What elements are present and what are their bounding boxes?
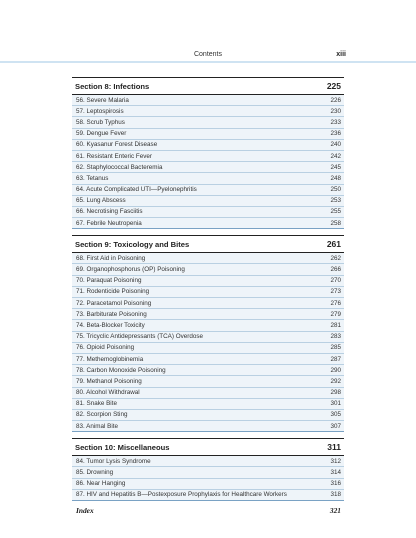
chapter-page-number: 287 [330,355,341,363]
chapter-entry[interactable] [72,479,344,490]
table-of-contents [72,71,344,517]
running-header [0,46,416,62]
section-page-number: 261 [326,239,341,250]
chapter-page-number: 273 [330,288,341,296]
chapter-page-number: 276 [330,299,341,307]
section-title: Section 10: Miscellaneous [75,442,170,452]
chapter-page-number: 248 [330,174,341,182]
header-page-number: xiii [336,51,346,58]
chapter-title: 81. Snake Bite [76,400,117,408]
chapter-entry[interactable] [72,410,344,421]
chapter-title: 84. Tumor Lysis Syndrome [76,457,151,465]
chapter-title: 59. Dengue Fever [76,130,127,138]
chapter-title: 61. Resistant Enteric Fever [76,152,152,160]
chapter-title: 79. Methanol Poisoning [76,377,142,385]
chapter-entry[interactable] [72,376,344,387]
chapter-title: 70. Paraquat Poisoning [76,277,142,285]
chapter-entry[interactable] [72,298,344,309]
chapter-title: 57. Leptospirosis [76,107,124,115]
header-title: Contents [193,51,223,58]
chapter-page-number: 240 [330,141,341,149]
section-heading[interactable] [72,438,344,456]
chapter-page-number: 258 [330,219,341,227]
chapter-page-number: 255 [330,208,341,216]
chapter-page-number: 312 [330,457,341,465]
chapter-title: 82. Scorpion Sting [76,411,128,419]
chapter-entry[interactable] [72,196,344,207]
chapter-list [72,253,344,432]
index-page-number: 321 [329,505,341,515]
chapter-entry[interactable] [72,343,344,354]
chapter-page-number: 301 [330,400,341,408]
section-title: Section 9: Toxicology and Bites [75,239,190,249]
chapter-title: 80. Alcohol Withdrawal [76,389,140,397]
chapter-title: 67. Febrile Neutropenia [76,219,142,227]
index-label: Index [76,505,94,515]
chapter-page-number: 266 [330,266,341,274]
chapter-page-number: 245 [330,163,341,171]
chapter-page-number: 318 [330,491,341,499]
chapter-title: 72. Paracetamol Poisoning [76,299,152,307]
chapter-title: 83. Animal Bite [76,422,119,430]
section-page-number: 225 [326,81,341,91]
chapter-page-number: 305 [330,411,341,419]
chapter-page-number: 262 [330,254,341,262]
chapter-title: 74. Beta-Blocker Toxicity [76,321,145,329]
section-heading[interactable] [72,77,344,95]
section-heading[interactable] [72,235,344,253]
chapter-entry[interactable] [72,421,344,432]
chapter-entry[interactable] [72,490,344,501]
chapter-page-number: 281 [330,321,341,329]
chapter-page-number: 236 [330,130,341,138]
chapter-entry[interactable] [72,332,344,343]
chapter-entry[interactable] [72,287,344,298]
chapter-title: 78. Carbon Monoxide Poisoning [76,366,166,374]
chapter-entry[interactable] [72,117,344,128]
chapter-page-number: 226 [330,96,341,104]
chapter-title: 76. Opioid Poisoning [76,344,135,352]
index-entry[interactable] [72,503,344,517]
chapter-entry[interactable] [72,162,344,173]
section-page-number: 311 [327,442,341,453]
chapter-entry[interactable] [72,467,344,478]
chapter-page-number: 250 [330,186,341,194]
chapter-page-number: 242 [330,152,341,160]
chapter-entry[interactable] [72,365,344,376]
chapter-title: 58. Scrub Typhus [76,118,125,126]
chapter-entry[interactable] [72,106,344,117]
header-rule [0,61,416,63]
chapter-title: 75. Tricyclic Antidepressants (TCA) Overdose [76,333,204,341]
chapter-title: 63. Tetanus [76,174,109,182]
chapter-page-number: 233 [330,118,341,126]
chapter-list [72,456,344,501]
chapter-list [72,95,344,229]
chapter-page-number: 253 [330,197,341,205]
chapter-title: 64. Acute Complicated UTI—Pyelonephritis [76,186,197,194]
chapter-page-number: 316 [330,480,341,488]
chapter-title: 66. Necrotising Fasciitis [76,208,143,216]
chapter-entry[interactable] [72,388,344,399]
chapter-entry[interactable] [72,309,344,320]
chapter-title: 73. Barbiturate Poisoning [76,310,147,318]
chapter-entry[interactable] [72,140,344,151]
chapter-entry[interactable] [72,185,344,196]
chapter-entry[interactable] [72,95,344,106]
chapter-title: 56. Severe Malaria [76,96,129,104]
chapter-title: 71. Rodenticide Poisoning [76,288,150,296]
chapter-entry[interactable] [72,456,344,467]
chapter-title: 60. Kyasanur Forest Disease [76,141,158,149]
chapter-title: 69. Organophosphorus (OP) Poisoning [76,266,185,274]
chapter-entry[interactable] [72,129,344,140]
chapter-page-number: 307 [330,422,341,430]
chapter-title: 68. First Aid in Poisoning [76,254,146,262]
chapter-page-number: 314 [330,469,341,477]
chapter-title: 62. Staphylococcal Bacteremia [76,163,163,171]
chapter-entry[interactable] [72,253,344,264]
chapter-page-number: 285 [330,344,341,352]
chapter-entry[interactable] [72,207,344,218]
chapter-title: 87. HIV and Hepatitis B—Postexposure Prophylaxis for Healthcare Workers [76,491,287,499]
chapter-entry[interactable] [72,320,344,331]
chapter-title: 65. Lung Abscess [76,197,126,205]
chapter-page-number: 283 [330,333,341,341]
chapter-page-number: 230 [330,107,341,115]
chapter-title: 86. Near Hanging [76,480,126,488]
chapter-title: 77. Methemoglobinemia [76,355,144,363]
chapter-entry[interactable] [72,276,344,287]
chapter-entry[interactable] [72,264,344,275]
chapter-entry[interactable] [72,399,344,410]
chapter-page-number: 298 [330,389,341,397]
section-title: Section 8: Infections [75,81,150,91]
chapter-page-number: 270 [330,277,341,285]
chapter-entry[interactable] [72,218,344,229]
chapter-entry[interactable] [72,151,344,162]
chapter-page-number: 290 [330,366,341,374]
chapter-title: 85. Drowning [76,469,114,477]
chapter-page-number: 292 [330,377,341,385]
chapter-entry[interactable] [72,354,344,365]
chapter-entry[interactable] [72,173,344,184]
chapter-page-number: 279 [330,310,341,318]
